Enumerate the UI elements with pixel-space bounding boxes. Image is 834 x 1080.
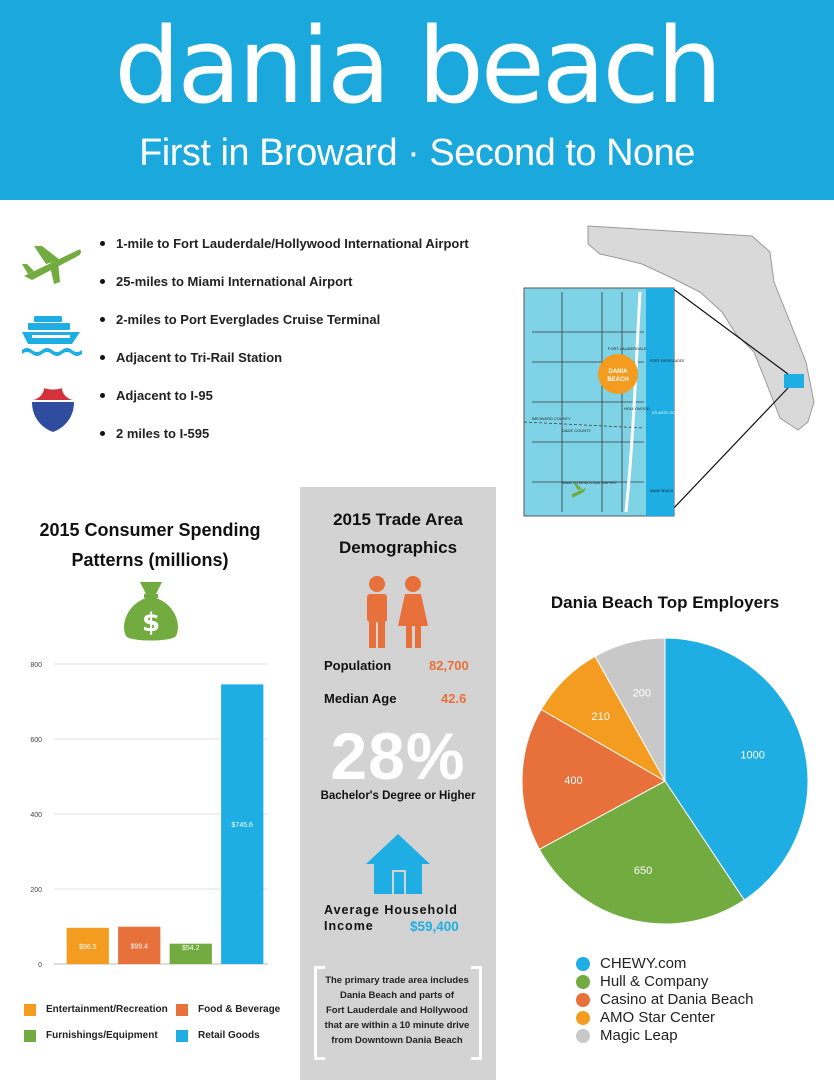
interstate-shield-icon <box>30 384 76 434</box>
population-label: Population <box>324 658 392 673</box>
legend-retail: Retail Goods <box>176 1030 260 1044</box>
trade-area-note: The primary trade area includes Dania Beach and parts of Fort Lauderdale and Hollywood that are within a 10 minute drive from Downtown Dania Beach <box>324 975 470 1046</box>
median-age-value: 42.6 <box>441 691 467 706</box>
employers-title: Dania Beach Top Employers <box>550 593 780 612</box>
money-bag-icon <box>118 578 184 644</box>
pie-data-label: 200 <box>632 687 652 700</box>
bar-data-label: $54.2 <box>181 945 200 952</box>
legend-entertainment: Entertainment/Recreation <box>24 1004 168 1018</box>
airplane-icon <box>20 240 82 286</box>
map-label: DADE COUNTY <box>562 428 592 433</box>
ocean-area <box>646 288 674 516</box>
map-label: BROWARD COUNTY <box>532 416 571 421</box>
pie-data-label: 400 <box>564 774 583 787</box>
list-item: 1-mile to Fort Lauderdale/Hollywood International Airport <box>96 234 469 272</box>
map-label: HOLLYWOOD <box>624 406 650 411</box>
pie-data-label: 650 <box>633 864 653 877</box>
bar-data-label: $96.5 <box>78 943 97 951</box>
map-label: MIAMI BEACH <box>650 489 674 493</box>
map-label: ATLANTIC OCEAN <box>652 411 683 415</box>
cruise-ship-icon <box>20 312 82 358</box>
location-bullet-list <box>96 234 469 462</box>
pie-legend-chewy: CHEWY.com <box>576 955 753 973</box>
svg-text:$: $ <box>141 608 161 638</box>
people-icon <box>358 574 434 650</box>
income-value: $59,400 <box>410 919 459 934</box>
bachelors-label: Bachelor's Degree or Higher <box>320 790 476 802</box>
pie-legend <box>576 955 753 1045</box>
map-label: PORT EVERGLADES <box>650 359 685 363</box>
y-tick-label: 800 <box>30 662 42 669</box>
bracket-right <box>471 966 482 1060</box>
map-label: MIAMI INTERNATIONAL AIRPORT <box>562 481 617 485</box>
median-age-label: Median Age <box>324 691 397 706</box>
list-item: 25-miles to Miami International Airport <box>96 272 469 310</box>
population-value: 82,700 <box>429 658 469 673</box>
list-item: Adjacent to Tri-Rail Station <box>96 348 469 386</box>
bar-data-label: $745.6 <box>231 822 253 830</box>
tagline: First in Broward · Second to None <box>139 132 695 174</box>
brand-logo-text: dania beach <box>114 5 720 127</box>
badge-line1: DANIA <box>608 369 628 375</box>
employers-pie-chart <box>520 638 816 930</box>
bar-data-label: $99.4 <box>130 943 149 951</box>
pie-legend-casino: Casino at Dania Beach <box>576 991 753 1009</box>
y-tick-label: 0 <box>38 962 42 969</box>
pie-legend-hull: Hull & Company <box>576 973 753 991</box>
list-item: Adjacent to I-95 <box>96 386 469 424</box>
pie-data-label: 1000 <box>740 749 765 762</box>
legend-food: Food & Beverage <box>176 1004 280 1018</box>
location-map <box>522 222 826 518</box>
y-tick-label: 200 <box>30 887 42 894</box>
bachelors-percent: 28% <box>330 719 466 793</box>
y-tick-label: 400 <box>30 812 42 819</box>
list-item: 2 miles to I-595 <box>96 424 469 462</box>
spending-bar-chart <box>24 654 274 982</box>
badge-line2: BEACH <box>607 377 629 383</box>
income-label-line1: Average Household <box>324 903 458 917</box>
list-item: 2-miles to Port Everglades Cruise Terminal <box>96 310 469 348</box>
legend-furnishings: Furnishings/Equipment <box>24 1030 158 1044</box>
y-tick-label: 600 <box>30 737 42 744</box>
map-label: FORT LAUDERDALE <box>608 346 647 351</box>
highlight-region <box>784 374 804 388</box>
spending-title: 2015 Consumer Spending Patterns (millions) <box>39 520 261 570</box>
income-label-line2: Income <box>324 919 374 933</box>
house-icon <box>364 832 432 896</box>
pie-legend-magic-leap: Magic Leap <box>576 1027 753 1045</box>
pie-data-label: 210 <box>591 710 610 723</box>
demographics-title: 2015 Trade Area Demographics <box>333 510 463 557</box>
header-banner <box>0 0 834 200</box>
pie-legend-amo: AMO Star Center <box>576 1009 753 1027</box>
